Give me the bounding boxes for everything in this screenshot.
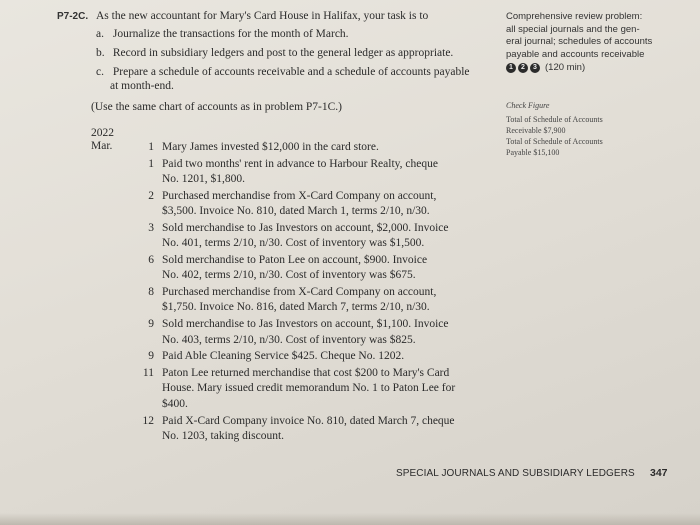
transaction-day: 9	[148, 350, 154, 363]
part-text: Journalize the transactions for the month of March.	[112, 28, 349, 40]
part-label: b.	[96, 47, 105, 59]
problem-intro: As the new accountant for Mary's Card House in Halifax, your task is to	[96, 10, 429, 22]
time-estimate: (120 min)	[545, 62, 586, 73]
transaction-line: $1,750. Invoice No. 816, dated March 7, terms 2/10, n/30.	[162, 301, 430, 314]
transaction-day: 3	[148, 222, 154, 234]
transaction-row	[134, 414, 494, 445]
transaction-day: 8	[148, 286, 154, 299]
check-figure-line: Total of Schedule of Accounts	[506, 137, 603, 146]
transaction-day: 1	[148, 141, 154, 153]
transaction-row	[134, 253, 494, 284]
transaction-line: Paid X-Card Company invoice No. 810, dated March 7, cheque	[162, 414, 455, 427]
transaction-day: 11	[142, 367, 154, 380]
transaction-line: Paid Able Cleaning Service $425. Cheque No. 1202.	[162, 350, 405, 363]
transaction-row	[134, 189, 494, 220]
transaction-text	[162, 285, 492, 316]
transaction-line: No. 403, terms 2/10, n/30. Cost of inventory was $825.	[162, 333, 416, 346]
transaction-line: $400.	[162, 397, 188, 410]
check-figure-box	[506, 100, 676, 158]
transaction-line: Purchased merchandise from X-Card Company on account,	[162, 189, 437, 202]
part-c	[96, 66, 496, 78]
transaction-day: 1	[148, 157, 154, 170]
year-label: 2022	[91, 127, 114, 139]
sidebar-line: payable and accounts receivable	[506, 48, 645, 60]
number-badge-icon: 2	[518, 63, 528, 73]
check-figure-line: Receivable $7,900	[506, 126, 566, 135]
check-figure-line: Payable $15,100	[506, 148, 560, 157]
number-badge-icon: 3	[530, 63, 540, 73]
sidebar-line: eral journal; schedules of accounts	[506, 36, 653, 47]
part-text: Record in subsidiary ledgers and post to the general ledger as appropriate.	[112, 47, 454, 59]
problem-id: P7-2C.	[57, 11, 89, 22]
sidebar-note	[506, 11, 686, 75]
difficulty-badges	[506, 62, 686, 75]
page-number: 347	[650, 467, 668, 479]
transaction-row	[134, 285, 494, 316]
transaction-row	[134, 140, 494, 155]
check-figure-heading: Check Figure	[506, 101, 550, 110]
transaction-line: Sold merchandise to Jas Investors on account, $1,100. Invoice	[162, 318, 449, 331]
transaction-line: Paid two months' rent in advance to Harbour Realty, cheque	[162, 157, 438, 170]
transaction-line: No. 401, terms 2/10, n/30. Cost of inventory was $1,500.	[162, 237, 425, 250]
part-b	[96, 47, 496, 59]
part-c-continued: at month-end.	[110, 80, 174, 92]
chart-of-accounts-note: (Use the same chart of accounts as in problem P7-1C.)	[91, 101, 343, 113]
transaction-text	[162, 221, 492, 252]
transaction-day: 6	[148, 254, 154, 267]
transaction-day: 2	[148, 189, 154, 202]
running-head: SPECIAL JOURNALS AND SUBSIDIARY LEDGERS	[396, 468, 635, 479]
transaction-line: House. Mary issued credit memorandum No. 1 to Paton Lee for	[162, 382, 456, 395]
transaction-line: Sold merchandise to Paton Lee on account, $900. Invoice	[162, 254, 428, 267]
transaction-text	[162, 157, 492, 188]
month-label: Mar.	[91, 140, 113, 152]
sidebar-line: Comprehensive review problem:	[506, 11, 643, 22]
check-figure-line: Total of Schedule of Accounts	[506, 115, 603, 124]
transaction-text	[162, 317, 492, 348]
transaction-text	[162, 349, 492, 364]
sidebar-line: all special journals and the gen-	[506, 23, 640, 35]
part-text: Prepare a schedule of accounts receivable and a schedule of accounts payable	[112, 66, 470, 78]
transaction-row	[134, 317, 494, 348]
transaction-text	[162, 189, 492, 220]
transaction-text	[162, 253, 492, 284]
transaction-line: No. 1203, taking discount.	[162, 429, 285, 442]
transaction-row	[134, 349, 494, 364]
transaction-row	[134, 157, 494, 188]
transaction-text	[162, 414, 492, 445]
transaction-line: No. 1201, $1,800.	[162, 173, 246, 186]
transaction-day: 9	[148, 318, 154, 331]
number-badge-icon: 1	[506, 63, 516, 73]
transaction-line: No. 402, terms 2/10, n/30. Cost of inventory was $675.	[162, 269, 416, 282]
part-a	[96, 28, 496, 40]
part-label: c.	[96, 66, 104, 78]
transaction-day: 12	[142, 414, 154, 427]
transaction-row	[134, 366, 494, 412]
page-shadow	[0, 513, 700, 525]
part-label: a.	[96, 28, 104, 40]
transaction-line: $3,500. Invoice No. 810, dated March 1, terms 2/10, n/30.	[162, 205, 430, 218]
transaction-line: Mary James invested $12,000 in the card store.	[162, 141, 379, 153]
transaction-line: Purchased merchandise from X-Card Company on account,	[162, 286, 437, 299]
transaction-line: Sold merchandise to Jas Investors on account, $2,000. Invoice	[162, 222, 449, 234]
transaction-row	[134, 221, 494, 252]
transaction-text	[162, 140, 492, 155]
transaction-line: Paton Lee returned merchandise that cost $200 to Mary's Card	[162, 367, 450, 380]
transaction-text	[162, 366, 492, 412]
